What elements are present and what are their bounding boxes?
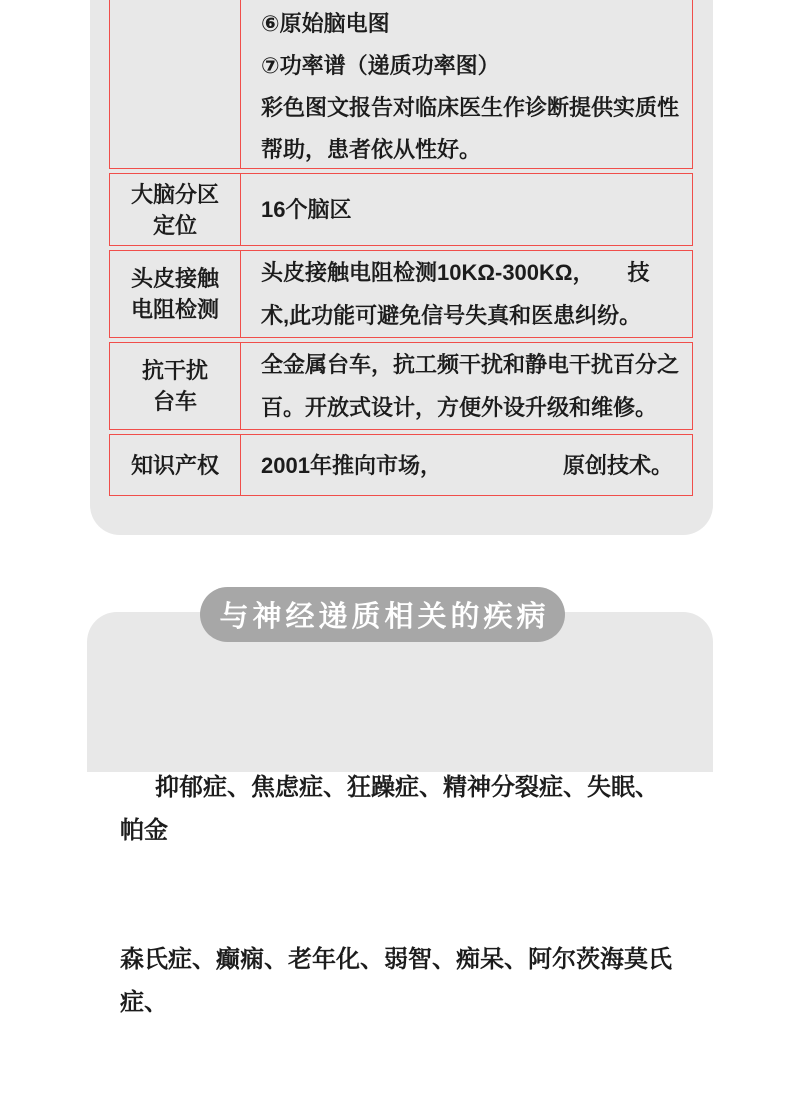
text-line: 全金属台车，抗工频干扰和静电干扰百分之 <box>261 352 680 377</box>
spec-label-cell <box>110 343 241 429</box>
section-title: 与神经递质相关的疾病 <box>219 601 550 633</box>
spec-row-scalp-impedance <box>109 250 693 338</box>
text-line: 2001年推向市场， 原创技术。 <box>261 452 673 478</box>
spec-label-cell <box>110 435 241 495</box>
disease-list <box>120 680 682 1110</box>
text-line: 百。开放式设计，方便外设升级和维修。 <box>261 395 658 420</box>
text-line: 森氏症、癫痫、老年化、弱智、痴呆、阿尔茨海莫氏症、 <box>120 946 672 1016</box>
spec-value-cell <box>241 0 692 168</box>
spec-value-cell <box>241 435 692 495</box>
text-line: 16个脑区 <box>261 197 352 222</box>
spec-table <box>109 0 693 500</box>
text-line: 术,此功能可避免信号失真和医患纠纷。 <box>261 303 642 328</box>
text-line: 帮助，患者依从性好。 <box>261 137 482 162</box>
spec-label-cell <box>110 0 241 168</box>
text-line: 台车 <box>152 389 197 414</box>
text-line: 电阻检测 <box>130 297 219 322</box>
text-line: ⑥原始脑电图 <box>261 11 390 36</box>
text-line: 大脑分区 <box>130 181 219 207</box>
spec-row-intellectual-property <box>109 434 693 496</box>
spec-row-report <box>109 0 693 169</box>
text-line: 抗干扰 <box>141 358 208 383</box>
text-line: 彩色图文报告对临床医生作诊断提供实质性 <box>261 95 680 120</box>
text-line: 抑郁症、焦虑症、狂躁症、精神分裂症、失眠、帕金 <box>120 774 659 844</box>
text-line: 头皮接触电阻检测10KΩ-300KΩ， 技 <box>261 260 650 285</box>
spec-value-cell <box>241 251 692 337</box>
text-line: 知识产权 <box>130 452 219 478</box>
text-line: 头皮接触 <box>130 266 219 291</box>
spec-card <box>90 0 713 535</box>
text-line: 定位 <box>152 212 197 238</box>
section-banner <box>200 587 565 642</box>
text-line: ⑦功率谱（递质功率图） <box>261 53 500 78</box>
spec-row-anti-interference <box>109 342 693 430</box>
spec-value-cell <box>241 343 692 429</box>
spec-label-cell <box>110 174 241 245</box>
spec-label-cell <box>110 251 241 337</box>
spec-row-brain-partition <box>109 173 693 246</box>
spec-value-cell <box>241 174 692 245</box>
